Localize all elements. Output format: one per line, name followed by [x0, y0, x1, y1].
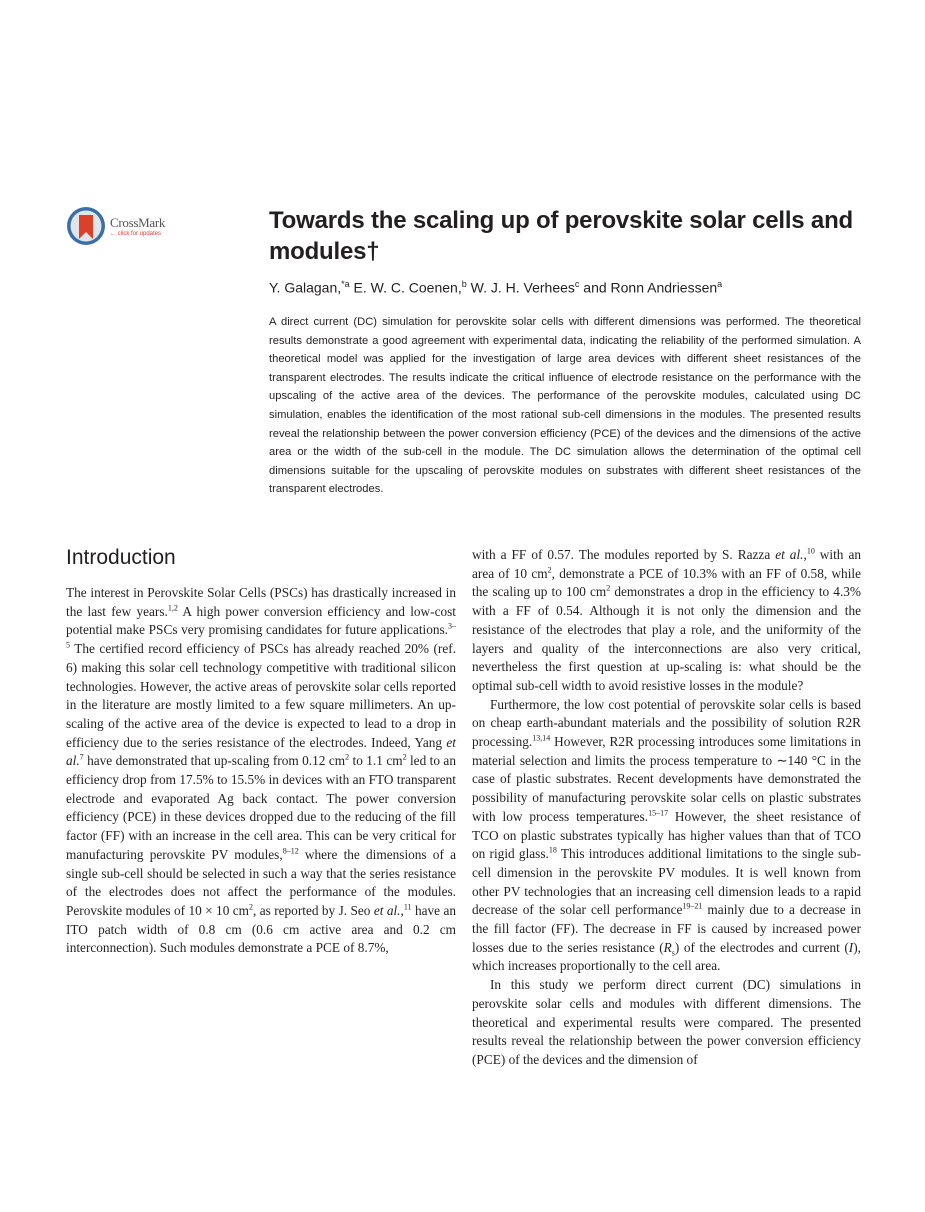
crossmark-subtitle: ← click for updates: [110, 231, 162, 237]
abstract: A direct current (DC) simulation for perovskite solar cells with different dimensions was performed. The theoretical results demonstrate a good agreement with experimental data, indicating the reliability of the performed simulation. A theoretical model was applied for the investigation of large area devices with different sheet resistances of the transparent electrodes. The results indicate the critical influence of electrode resistance on the performance with the upscaling of the active area of the devices. The performance of the perovskite modules, calculated using DC simulation, enables the identification of the most rational sub-cell dimensions in the modules. The presented results reveal the relationship between the power conversion efficiency (PCE) of the devices and the dimensions of the active area or the width of the sub-cell in the module. The DC simulation allows the determination of the optimal cell dimensions suitable for the upscaling of perovskite modules on substrates with different sheet resistances of the transparent electrodes.: [269, 316, 861, 496]
author-name: W. J. H. Verhees: [470, 279, 575, 296]
crossmark-icon: [66, 206, 106, 246]
citation-superscript: 1,2: [167, 603, 178, 613]
author-name: Y. Galagan,: [269, 279, 342, 296]
italic-text: et al.: [373, 902, 401, 918]
italic-text: R: [663, 939, 672, 955]
citation-superscript: 11: [403, 902, 412, 912]
paragraph: with a FF of 0.57. The modules reported by S. Razza et al.,$^{10}$ with an area of 10 $cm^2$, demonstrate a PCE of 10.3% with an FF of 0.58, while the scaling up to 100 $cm^2$ demonstrates a drop in the efficiency to 4.3% with a FF of 0.54. Although it is not only the dimension and the resistance of the electrodes that play a role, and the uniformity of the layers and quality of the interconnections are also very critical, nevertheless the first question at up-scaling is: what should be the optimal sub-cell width to avoid resistive losses in the module?: [472, 546, 861, 693]
author-affiliation-mark: *a: [341, 279, 350, 289]
citation-superscript: 2: [606, 583, 611, 593]
citation-superscript: 10: [806, 546, 815, 556]
citation-superscript: 18: [548, 845, 557, 855]
section-heading-introduction: Introduction: [66, 546, 176, 569]
citation-superscript: 13,14: [532, 733, 551, 743]
citation-superscript: 3–5: [66, 621, 456, 650]
citation-superscript: 2: [402, 752, 407, 762]
author-affiliation-mark: c: [574, 279, 580, 289]
italic-text: et al.: [775, 547, 804, 562]
italic-text: I: [848, 939, 854, 955]
paragraph: In this study we perform direct current (DC) simulations in perovskite solar cells and modules with different dimensions. The theoretical and experimental results were compared. The presented results reveal the relationship between the power conversion efficiency (PCE) of the devices and the dimension of: [472, 977, 861, 1067]
italic-text: et al.: [66, 734, 456, 769]
author-affiliation-mark: a: [717, 279, 723, 289]
intro-left-column: [66, 584, 456, 958]
author-list: [269, 279, 722, 296]
citation-superscript: 2: [547, 565, 552, 575]
citation-superscript: 2: [345, 752, 350, 762]
crossmark-badge[interactable]: [66, 206, 176, 250]
citation-superscript: 19–21: [682, 901, 703, 911]
crossmark-subtitle-text: click for updates: [117, 231, 162, 237]
citation-superscript: 7: [79, 752, 84, 762]
author-name: and Ronn Andriessen: [583, 279, 718, 296]
article-title: Towards the scaling up of perovskite solar cells and modules†: [269, 207, 853, 265]
author-name: E. W. C. Coenen,: [353, 279, 462, 296]
crossmark-title: CrossMark: [110, 215, 166, 230]
subscript: s: [671, 948, 675, 958]
citation-superscript: 8–12: [282, 846, 299, 856]
intro-right-column: [472, 546, 861, 1070]
paragraph: The interest in Perovskite Solar Cells (PSCs) has drastically increased in the last few years.$^{1,2}$ A high power conversion efficiency and low-cost potential make PSCs very promising candidates for future applications.$^{3-5}$ The certified record efficiency of PSCs has already reached 20% (ref. 6) making this solar cell technology competitive with traditional silicon technologies. However, the active areas of perovskite solar cells reported in the literature are mostly limited to a few square millimeters. An up-scaling of the active area of the device is expected to lead to a drop in efficiency due to the series resistance of the electrodes. Indeed, Yang et al.$^7$ have demonstrated that up-scaling from 0.12 $cm^2$ to 1.1 $cm^2$ led to an efficiency drop from 17.5% to 15.5% in devices with an FTO transparent electrode and evaporated Ag back contact. The power conversion efficiency (PCE) in these devices dropped due to the reducing of the fill factor (FF) with an increase in the cell area. This can be very critical for manufacturing perovskite PV modules,$^{8-12}$ where the dimensions of a single sub-cell should be selected in such a way that the series resistance of the electrodes does not affect the performance of the modules. Perovskite modules of 10 × 10 $cm^2$, as reported by J. Seo et al.,$^{11}$ have an ITO patch width of 0.8 cm (0.6 cm active area and 0.2 cm interconnection). Such modules demonstrate a PCE of 8.7%,: [66, 585, 456, 956]
citation-superscript: 15–17: [648, 808, 669, 818]
author-affiliation-mark: b: [461, 279, 467, 289]
citation-superscript: 2: [249, 902, 253, 912]
paragraph: Furthermore, the low cost potential of perovskite solar cells is based on cheap earth-abundant materials and the possibility of solution R2R processing.$^{13,14}$ However, R2R processing introduces some limitations in material selection and limits the process temperature to ∼140 °C in the case of plastic substrates. Recent developments have demonstrated the possibility of manufacturing perovskite solar cells on plastic substrates with low process temperatures.$^{15-17}$ However, the sheet resistance of TCO on plastic substrates typically has higher values than that of TCO on rigid glass.$^{18}$ This introduces additional limitations to the single sub-cell dimension in the perovskite PV modules. It is well known from other PV technologies that an increasing cell dimension leads to a rapid decrease of the solar cell performance$^{19-21}$ mainly due to a decrease in the fill factor (FF). The decrease in FF is caused by increased power losses due to the series resistance $(R_s)$ of the electrodes and current (I), which increases proportionally to the cell area.: [472, 696, 862, 974]
